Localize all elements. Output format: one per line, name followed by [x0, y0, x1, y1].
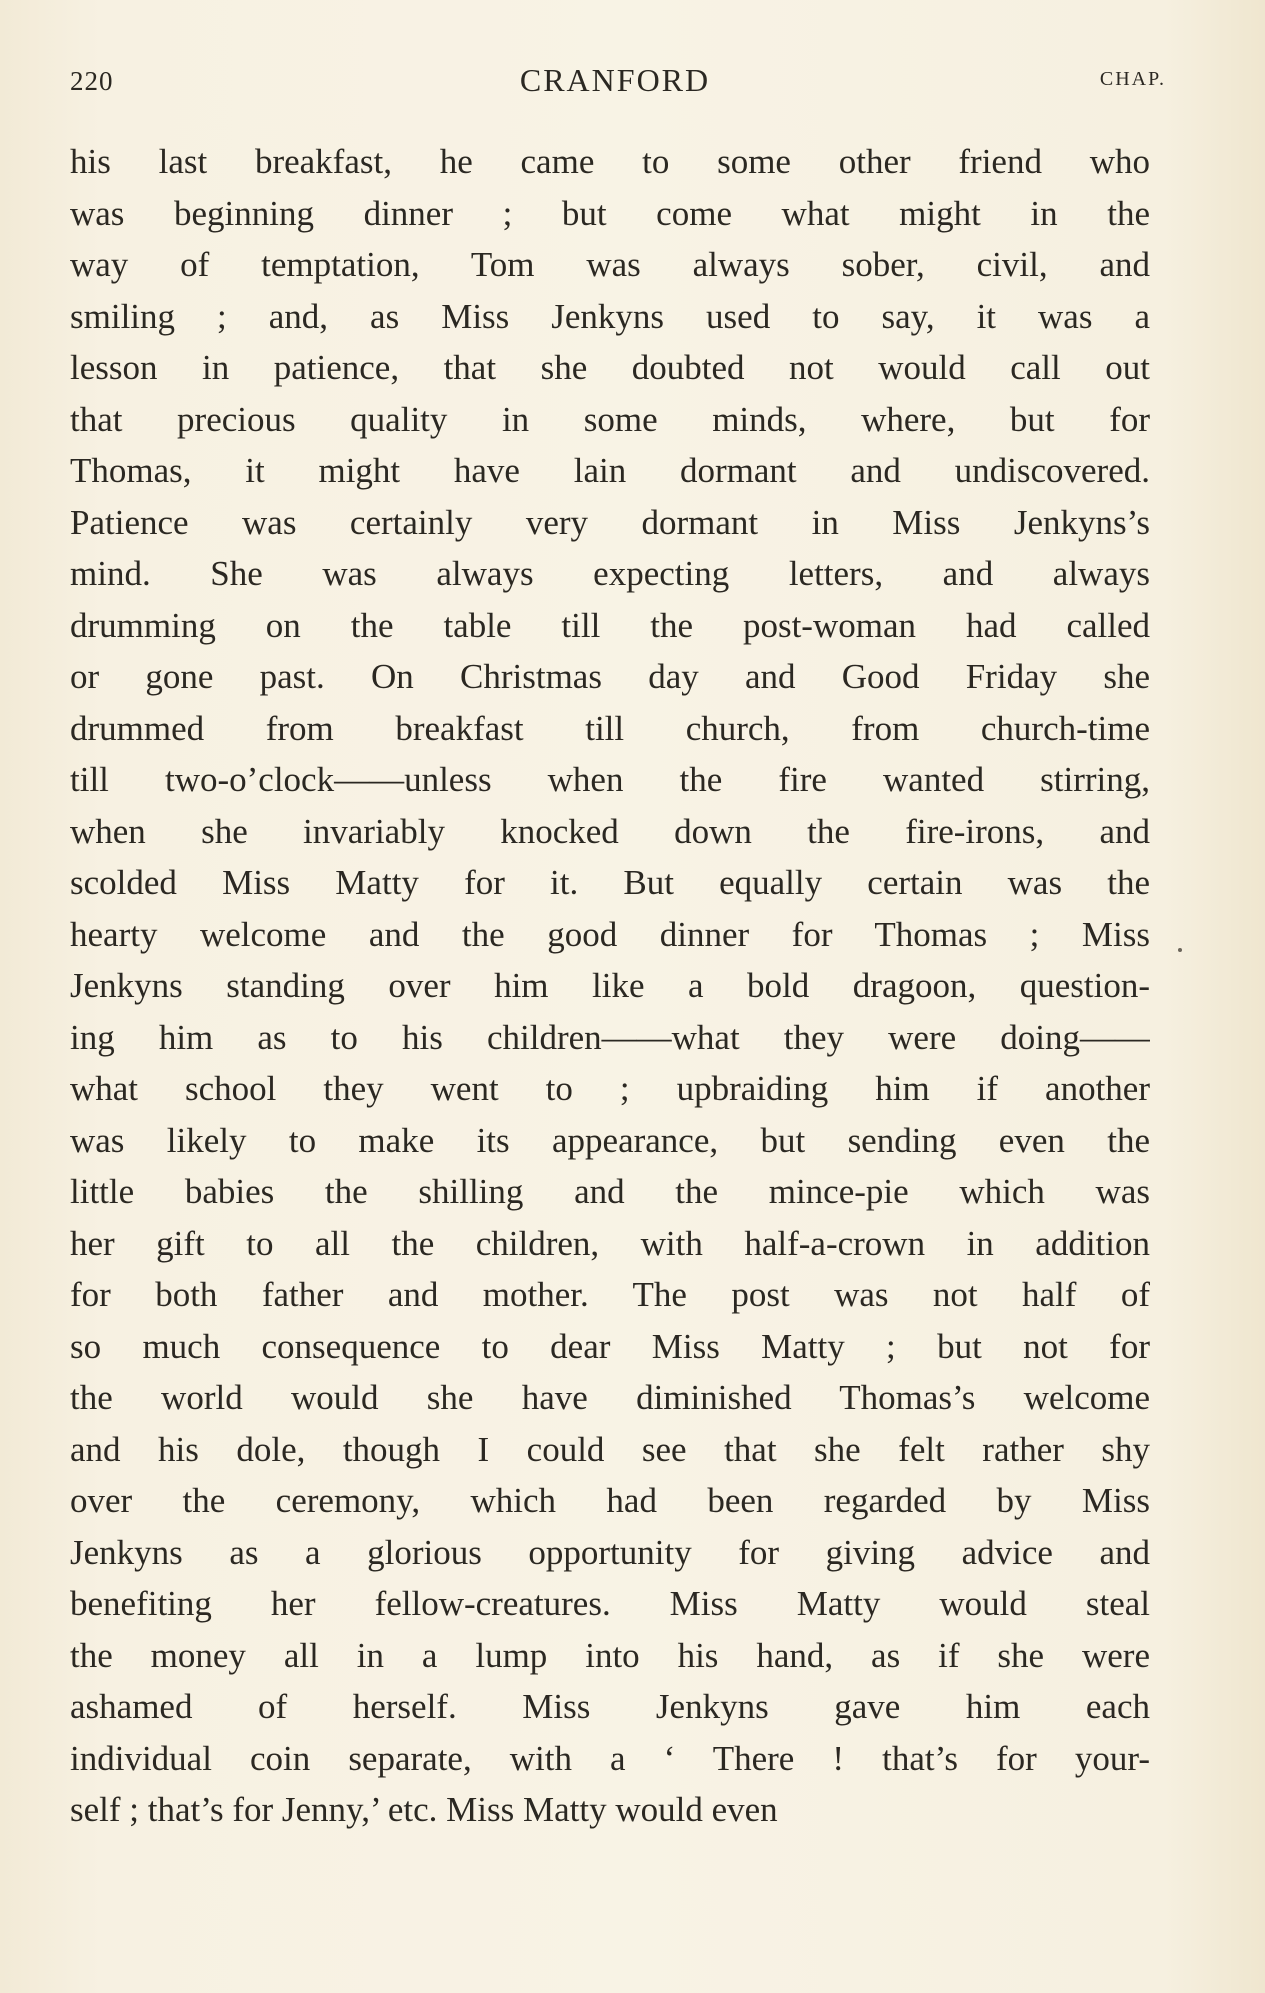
text-line: was likely to make its appearance, but sending even the [70, 1120, 1150, 1160]
text-line: mind. She was always expecting letters, and always [70, 554, 1150, 593]
running-header [70, 62, 1166, 102]
print-speck [1178, 948, 1182, 952]
text-line: Patience was certainly very dormant in Miss Jenkyns’s [70, 502, 1150, 542]
text-line: over the ceremony, which had been regarded by Miss [70, 1481, 1150, 1520]
text-line: the money all in a lump into his hand, as if she were [70, 1635, 1150, 1675]
text-line: ing him as to his children——what they were doing—— [70, 1017, 1150, 1057]
chapter-abbreviation: CHAP. [1099, 68, 1166, 90]
text-line: ashamed of herself. Miss Jenkyns gave him each [70, 1687, 1150, 1726]
text-line: for both father and mother. The post was not half of [70, 1275, 1150, 1314]
text-line: Jenkyns standing over him like a bold dragoon, question- [70, 966, 1150, 1005]
text-line: little babies the shilling and the mince-pie which was [70, 1172, 1150, 1211]
text-line: Thomas, it might have lain dormant and undiscovered. [70, 451, 1150, 490]
text-line: what school they went to ; upbraiding him if another [70, 1069, 1150, 1108]
text-line: the world would she have diminished Thomas’s welcome [70, 1378, 1150, 1417]
text-line: way of temptation, Tom was always sober, civil, and [70, 245, 1150, 284]
text-line: her gift to all the children, with half-a-crown in addition [70, 1223, 1150, 1263]
text-line: or gone past. On Christmas day and Good Friday she [70, 657, 1150, 696]
text-line: drummed from breakfast till church, from church-time [70, 708, 1150, 748]
running-title: CRANFORD [519, 62, 711, 98]
text-line: his last breakfast, he came to some other friend who [70, 142, 1150, 181]
text-line: that precious quality in some minds, where, but for [70, 399, 1150, 439]
text-line: lesson in patience, that she doubted not would call out [70, 348, 1150, 387]
text-line: was beginning dinner ; but come what might in the [70, 193, 1150, 233]
body-text [70, 136, 1150, 1836]
text-line: so much consequence to dear Miss Matty ; but not for [70, 1326, 1150, 1366]
text-line: self ; that’s for Jenny,’ etc. Miss Matty would even [70, 1790, 778, 1829]
text-line: individual coin separate, with a ‘ There ! that’s for your- [70, 1738, 1150, 1778]
text-line: Jenkyns as a glorious opportunity for giving advice and [70, 1532, 1150, 1572]
text-line: till two-o’clock——unless when the fire wanted stirring, [70, 760, 1150, 799]
page-number: 220 [70, 66, 114, 96]
text-line: when she invariably knocked down the fire-irons, and [70, 811, 1150, 851]
text-line: and his dole, though I could see that she felt rather shy [70, 1429, 1150, 1469]
text-line: drumming on the table till the post-woman had called [70, 605, 1150, 645]
text-line: hearty welcome and the good dinner for Thomas ; Miss [70, 914, 1150, 954]
text-line: scolded Miss Matty for it. But equally certain was the [70, 863, 1150, 902]
text-line: smiling ; and, as Miss Jenkyns used to say, it was a [70, 296, 1150, 336]
text-line: benefiting her fellow-creatures. Miss Matty would steal [70, 1584, 1150, 1623]
